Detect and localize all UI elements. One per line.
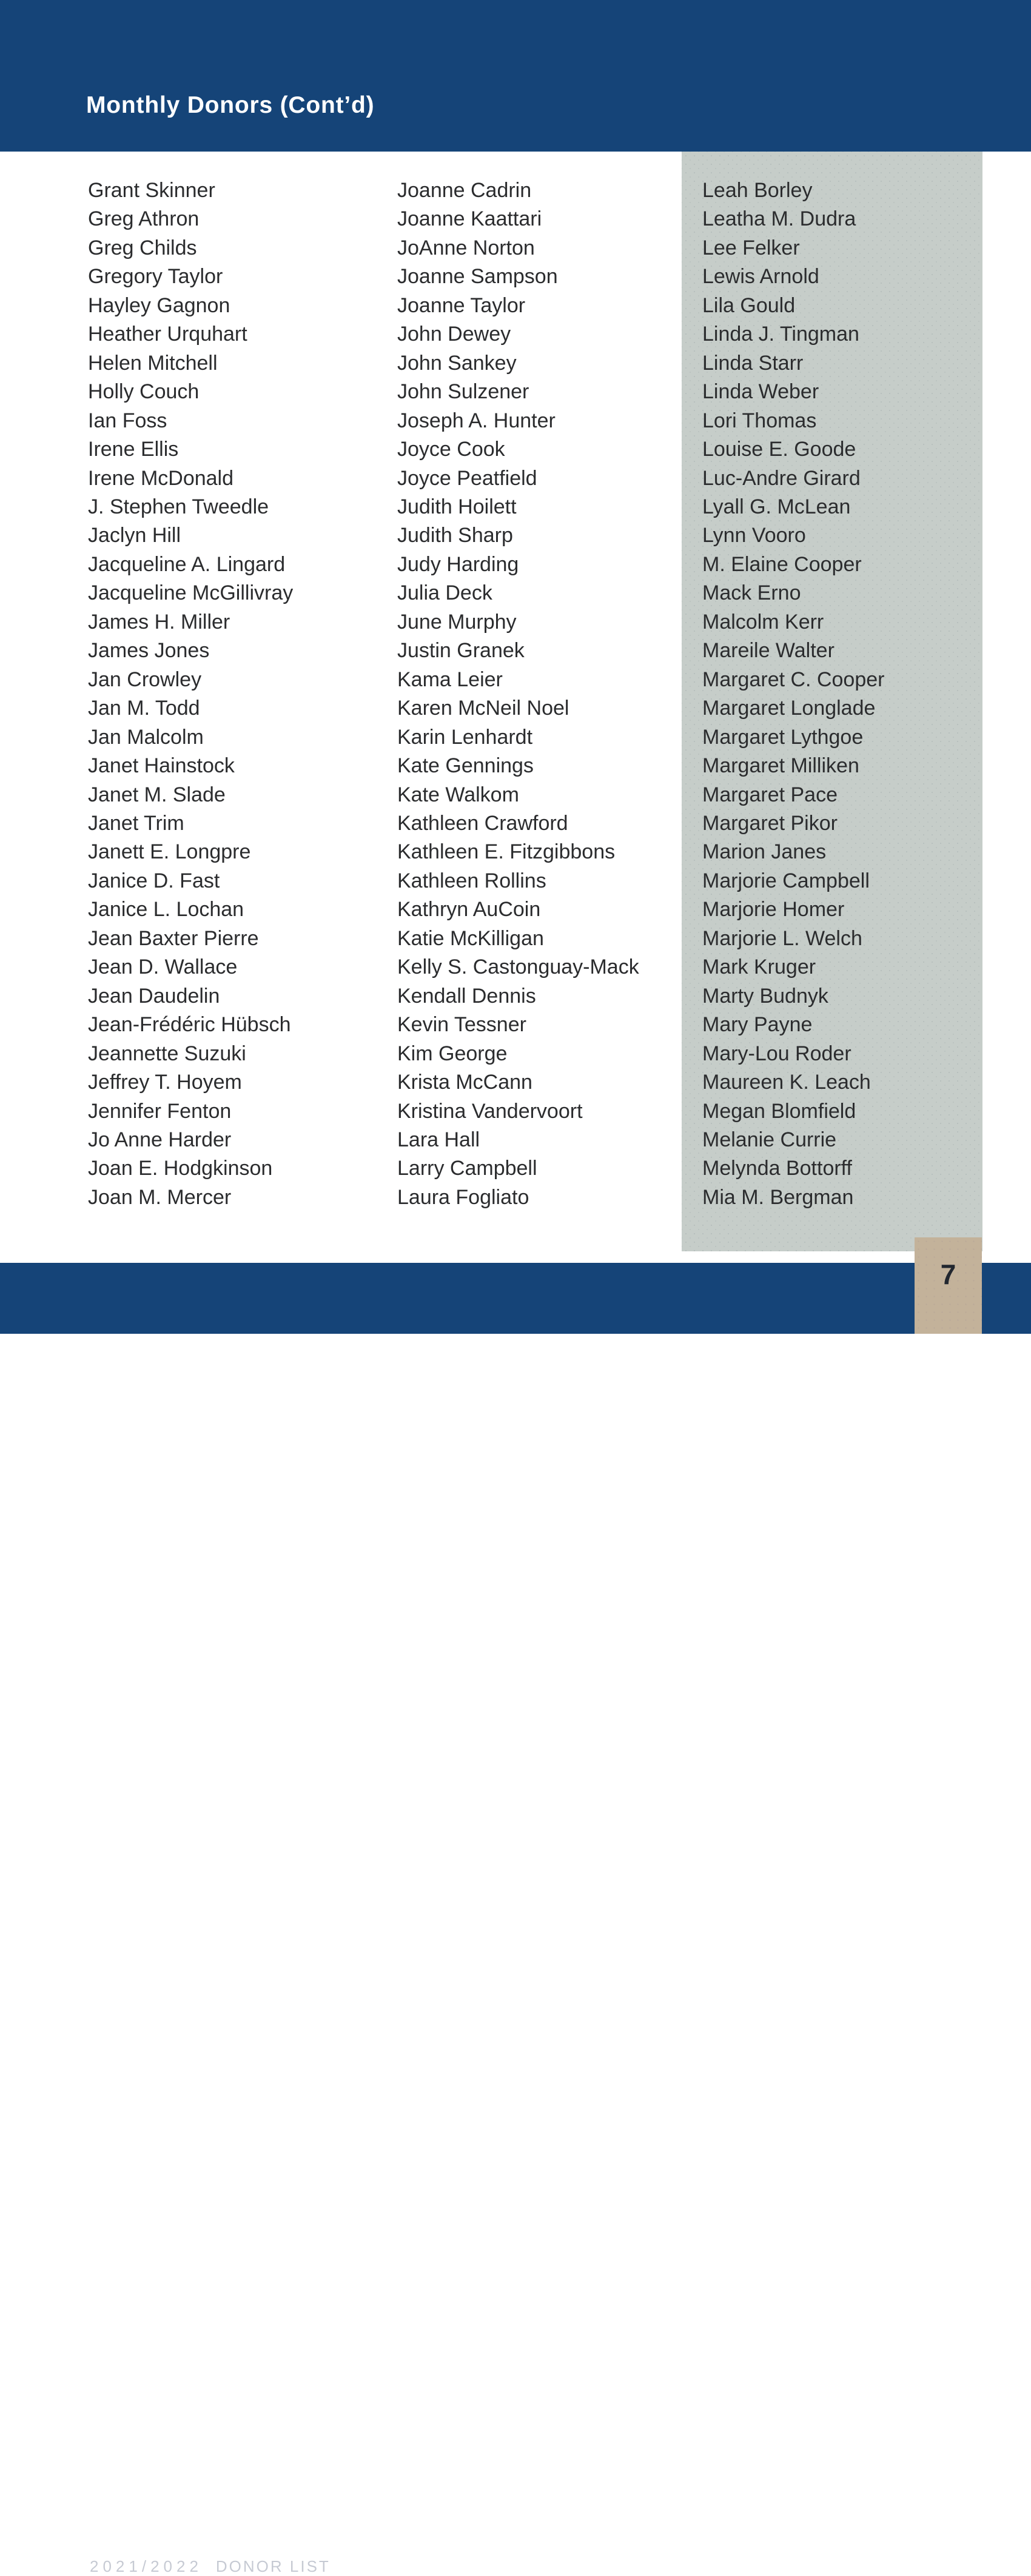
donor-name: Margaret Pace — [702, 783, 838, 806]
donor-name: Joanne Kaattari — [397, 207, 542, 231]
donor-name: Mia M. Bergman — [702, 1185, 854, 1209]
donor-name: Katie McKilligan — [397, 926, 544, 950]
donor-name: Kelly S. Castonguay-Mack — [397, 955, 639, 979]
donor-name: James Jones — [88, 639, 210, 663]
donor-name: Janet Trim — [88, 811, 184, 835]
donor-name: Judith Hoilett — [397, 495, 517, 518]
donor-name: James H. Miller — [88, 610, 230, 634]
donor-name: Joyce Cook — [397, 438, 505, 461]
donor-name: June Murphy — [397, 610, 517, 634]
donor-name: Margaret Longlade — [702, 697, 876, 720]
page-number-box — [915, 1237, 982, 1334]
donor-name: Karin Lenhardt — [397, 725, 533, 749]
donor-name: Judy Harding — [397, 552, 519, 576]
donor-name: Joanne Cadrin — [397, 179, 532, 202]
donor-name: Louise E. Goode — [702, 438, 856, 461]
page-title: Monthly Donors (Cont’d) — [86, 92, 375, 118]
donor-name: Jennifer Fenton — [88, 1099, 232, 1123]
donor-name: Mark Kruger — [702, 955, 816, 979]
donor-name: Maureen K. Leach — [702, 1071, 871, 1094]
donor-name: Lyall G. McLean — [702, 495, 851, 518]
donor-name: Jeffrey T. Hoyem — [88, 1071, 242, 1094]
donor-name: Jean Daudelin — [88, 984, 220, 1008]
donor-name: Marjorie Campbell — [702, 869, 870, 892]
donor-name: Joanne Sampson — [397, 265, 558, 289]
donor-name: Melanie Currie — [702, 1128, 837, 1151]
donor-name: Kathryn AuCoin — [397, 898, 541, 922]
donor-name: Helen Mitchell — [88, 351, 218, 375]
donor-name: Jan Crowley — [88, 667, 202, 691]
donor-name: Jaclyn Hill — [88, 524, 181, 547]
donor-name: Leah Borley — [702, 179, 813, 202]
donor-name: Irene McDonald — [88, 466, 234, 490]
donor-name: Lynn Vooro — [702, 524, 806, 547]
donor-name: Joseph A. Hunter — [397, 409, 556, 432]
donor-name: Karen McNeil Noel — [397, 697, 569, 720]
donor-name: Kristina Vandervoort — [397, 1099, 583, 1123]
page-number: 7 — [940, 1259, 956, 1290]
donor-name: Jacqueline McGillivray — [88, 581, 294, 605]
donor-name: Janett E. Longpre — [88, 840, 251, 864]
donor-name: Laura Fogliato — [397, 1185, 529, 1209]
donor-name: Mary-Lou Roder — [702, 1042, 851, 1065]
donor-name: Hayley Gagnon — [88, 293, 230, 317]
page-header-band — [0, 0, 1031, 152]
donor-name: Kathleen Crawford — [397, 811, 568, 835]
donor-name: Krista McCann — [397, 1071, 532, 1094]
donor-name: Jacqueline A. Lingard — [88, 552, 286, 576]
donor-name: Mareile Walter — [702, 639, 835, 663]
donor-name: Luc-Andre Girard — [702, 466, 861, 490]
donor-name: John Sankey — [397, 351, 517, 375]
donor-name: Melynda Bottorff — [702, 1157, 852, 1180]
donor-name: Margaret C. Cooper — [702, 667, 885, 691]
donor-name: Kate Walkom — [397, 783, 519, 806]
donor-name: Judith Sharp — [397, 524, 513, 547]
donor-name: Marion Janes — [702, 840, 827, 864]
donor-name: Kama Leier — [397, 667, 503, 691]
footer-text — [90, 2557, 331, 2576]
donor-name: Leatha M. Dudra — [702, 207, 856, 231]
donor-name: Mack Erno — [702, 581, 801, 605]
donor-name: Margaret Lythgoe — [702, 725, 864, 749]
donor-name: Malcolm Kerr — [702, 610, 824, 634]
donor-name: Greg Childs — [88, 236, 197, 259]
donor-name: J. Stephen Tweedle — [88, 495, 269, 518]
donor-name: Kendall Dennis — [397, 984, 536, 1008]
footer-donor-list-label: DONOR LIST — [215, 2557, 331, 2575]
donor-name: Jo Anne Harder — [88, 1128, 232, 1151]
donor-name: Larry Campbell — [397, 1157, 537, 1180]
donor-column-1 — [88, 176, 293, 1212]
donor-name: Holly Couch — [88, 380, 200, 404]
donor-name: Jean D. Wallace — [88, 955, 238, 979]
donor-name: Gregory Taylor — [88, 265, 223, 289]
donor-name: Ian Foss — [88, 409, 167, 432]
donor-name: Margaret Milliken — [702, 754, 859, 778]
donor-name: Janice L. Lochan — [88, 898, 244, 922]
donor-name: Irene Ellis — [88, 438, 179, 461]
donor-name: Kathleen E. Fitzgibbons — [397, 840, 616, 864]
donor-name: JoAnne Norton — [397, 236, 535, 259]
donor-name: Jan Malcolm — [88, 725, 204, 749]
donor-name: John Sulzener — [397, 380, 529, 404]
donor-name: Lara Hall — [397, 1128, 480, 1151]
donor-name: Justin Granek — [397, 639, 525, 663]
donor-name: Jean Baxter Pierre — [88, 926, 259, 950]
donor-name: Linda Weber — [702, 380, 819, 404]
footer-year-label: 2021/2022 — [90, 2557, 203, 2575]
donor-name: M. Elaine Cooper — [702, 552, 862, 576]
donor-name: Janet Hainstock — [88, 754, 235, 778]
donor-name: Janice D. Fast — [88, 869, 220, 892]
donor-name: Jeannette Suzuki — [88, 1042, 246, 1065]
page-footer-band — [0, 1263, 1031, 2575]
donor-name: Megan Blomfield — [702, 1099, 856, 1123]
donor-name: Linda J. Tingman — [702, 323, 859, 346]
donor-name: Jan M. Todd — [88, 697, 200, 720]
donor-name: Linda Starr — [702, 351, 804, 375]
donor-name: Grant Skinner — [88, 179, 215, 202]
donor-name: Lewis Arnold — [702, 265, 819, 289]
donor-name: Marjorie L. Welch — [702, 926, 862, 950]
donor-name: Kate Gennings — [397, 754, 534, 778]
donor-name: John Dewey — [397, 323, 511, 346]
donor-name: Joan E. Hodgkinson — [88, 1157, 273, 1180]
donor-name: Marty Budnyk — [702, 984, 828, 1008]
donor-name: Jean-Frédéric Hübsch — [88, 1013, 291, 1037]
donor-name: Joan M. Mercer — [88, 1185, 232, 1209]
donor-name: Joyce Peatfield — [397, 466, 537, 490]
donor-name: Kim George — [397, 1042, 508, 1065]
donor-column-2 — [397, 176, 639, 1212]
donor-name: Kathleen Rollins — [397, 869, 546, 892]
donor-name: Margaret Pikor — [702, 811, 838, 835]
donor-name: Janet M. Slade — [88, 783, 226, 806]
donor-name: Lee Felker — [702, 236, 800, 259]
donor-name: Lori Thomas — [702, 409, 817, 432]
donor-name: Lila Gould — [702, 293, 796, 317]
donor-column-3 — [702, 176, 884, 1212]
donor-name: Mary Payne — [702, 1013, 813, 1037]
donor-name: Joanne Taylor — [397, 293, 526, 317]
donor-name: Greg Athron — [88, 207, 200, 231]
donor-name: Kevin Tessner — [397, 1013, 526, 1037]
donor-name: Marjorie Homer — [702, 898, 845, 922]
donor-name: Heather Urquhart — [88, 323, 247, 346]
donor-name: Julia Deck — [397, 581, 492, 605]
